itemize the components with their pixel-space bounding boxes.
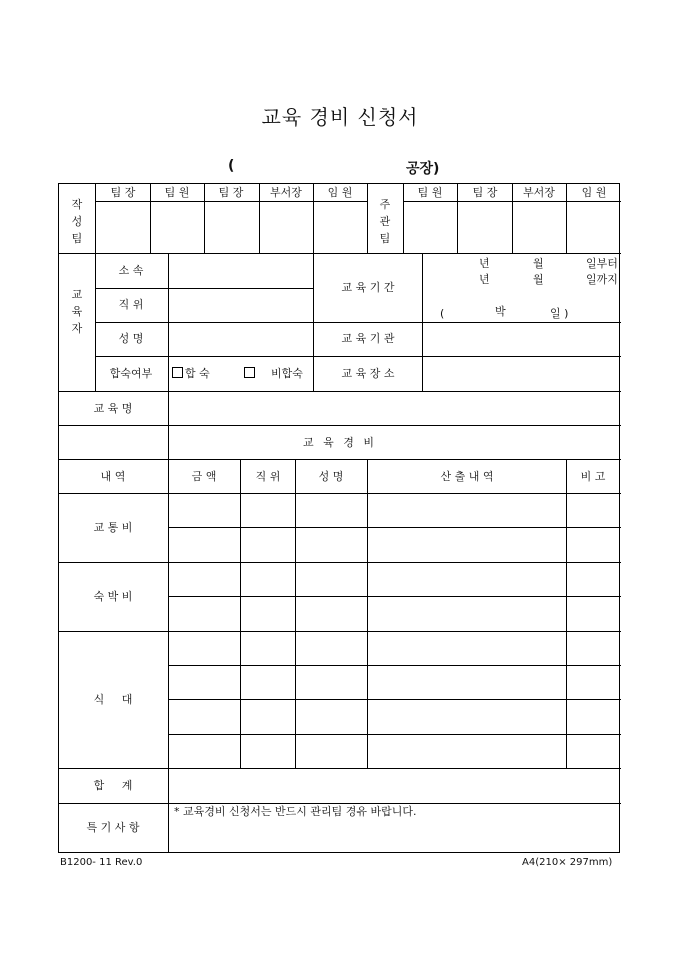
total-label: 합 계 — [93, 779, 133, 792]
period-end-day: 일까지 — [586, 273, 618, 286]
sign-cell-manager-team-lead[interactable] — [458, 202, 511, 252]
duration-days: 일 ) — [550, 307, 569, 320]
lodging-yes-checkbox[interactable] — [172, 367, 183, 378]
period-end-month: 월 — [533, 273, 544, 286]
accommodation-label: 숙 박 비 — [93, 590, 133, 603]
sign-cell-author-dept-head[interactable] — [260, 202, 312, 252]
paper-size: A4(210× 297mm) — [522, 857, 613, 868]
course-name-label: 교 육 명 — [93, 402, 133, 415]
col-name-header: 성 명 — [318, 470, 344, 483]
institution-label: 교 육 기 관 — [341, 332, 395, 345]
period-start-year: 년 — [479, 257, 490, 270]
approval-right-col-4: 임 원 — [581, 186, 607, 199]
approval-right-col-3: 부서장 — [523, 186, 555, 199]
period-end-year: 년 — [479, 273, 490, 286]
total-field[interactable] — [169, 769, 620, 802]
duration-paren-open: ( — [440, 307, 445, 320]
sign-cell-author-executive[interactable] — [314, 202, 366, 252]
factory-paren-open: ( — [228, 158, 235, 174]
col-amount-header: 금 액 — [191, 470, 217, 483]
sign-cell-manager-member[interactable] — [404, 202, 456, 252]
training-period-label: 교 육 기 간 — [341, 281, 395, 294]
remarks-note: * 교육경비 신청서는 반드시 관리팀 경유 바랍니다. — [174, 805, 417, 818]
duration-nights: 박 — [495, 305, 506, 318]
col-note-header: 비 고 — [580, 470, 606, 483]
period-start-day: 일부터 — [586, 257, 618, 270]
sign-cell-author-team-lead-2[interactable] — [205, 202, 258, 252]
location-label: 교 육 장 소 — [341, 367, 395, 380]
period-start-month: 월 — [533, 257, 544, 270]
col-position-header: 직 위 — [255, 470, 281, 483]
factory-label: 공장) — [406, 161, 440, 177]
col-calculation-header: 산 출 내 역 — [440, 470, 494, 483]
affiliation-label: 소 속 — [118, 264, 144, 277]
approval-left-col-5: 임 원 — [327, 186, 353, 199]
name-label: 성 명 — [118, 332, 144, 345]
position-label: 직 위 — [118, 298, 144, 311]
approval-left-col-2: 팀 원 — [164, 186, 190, 199]
sign-cell-author-team-lead[interactable] — [96, 202, 149, 252]
request-form-table — [58, 183, 620, 853]
managing-team-label: 주 관 팀 — [379, 198, 391, 246]
approval-right-col-1: 팀 원 — [417, 186, 443, 199]
course-name-field[interactable] — [169, 392, 620, 424]
sign-cell-manager-dept-head[interactable] — [513, 202, 565, 252]
sign-cell-manager-executive[interactable] — [567, 202, 620, 252]
document-title: 교육 경비 신청서 — [261, 105, 419, 129]
meals-label: 식 대 — [93, 693, 133, 706]
form-number: B1200- 11 Rev.0 — [60, 857, 143, 868]
institution-field[interactable] — [423, 323, 620, 355]
name-field[interactable] — [169, 323, 312, 355]
lodging-label: 합숙여부 — [109, 367, 153, 380]
lodging-no-label: 비합숙 — [271, 367, 303, 380]
remarks-label: 특 기 사 항 — [86, 821, 140, 834]
approval-left-col-1: 팀 장 — [110, 186, 136, 199]
affiliation-field[interactable] — [169, 254, 312, 287]
approval-left-col-4: 부서장 — [270, 186, 302, 199]
author-team-label: 작 성 팀 — [71, 198, 83, 246]
trainee-section-label: 교 육 자 — [71, 288, 83, 336]
location-field[interactable] — [423, 357, 620, 390]
position-field[interactable] — [169, 289, 312, 321]
transport-label: 교 통 비 — [93, 521, 133, 534]
approval-right-col-2: 팀 장 — [472, 186, 498, 199]
approval-left-col-3: 팀 장 — [218, 186, 244, 199]
lodging-yes-label: 합 숙 — [185, 367, 210, 380]
col-item-header: 내 역 — [100, 470, 126, 483]
sign-cell-author-member[interactable] — [151, 202, 203, 252]
lodging-no-checkbox[interactable] — [244, 367, 255, 378]
expense-section-header: 교 육 경 비 — [303, 436, 377, 449]
